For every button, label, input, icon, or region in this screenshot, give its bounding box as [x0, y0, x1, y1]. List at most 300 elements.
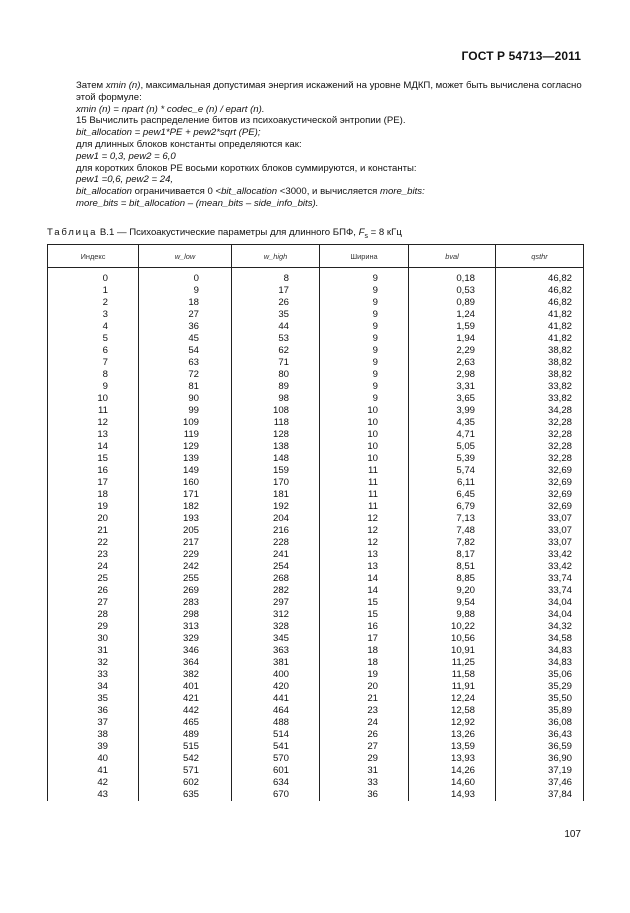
width-cell: 9	[320, 268, 409, 286]
col-index-header: Индекс	[48, 245, 139, 268]
qsthr-cell: 41,82	[496, 321, 584, 333]
w-low-cell: 45	[139, 333, 232, 345]
width-cell: 14	[320, 573, 409, 585]
qsthr-cell: 46,82	[496, 268, 584, 286]
index-cell: 22	[48, 537, 139, 549]
table-row	[48, 513, 584, 525]
index-cell: 8	[48, 369, 139, 381]
bval-cell: 0,18	[409, 268, 496, 286]
bval-cell: 7,13	[409, 513, 496, 525]
width-cell: 19	[320, 669, 409, 681]
width-cell: 18	[320, 645, 409, 657]
bval-cell: 11,58	[409, 669, 496, 681]
width-cell: 12	[320, 513, 409, 525]
short-blocks-text: для коротких блоков PE восьми коротких блоков суммируются, и константы:	[76, 162, 417, 174]
qsthr-cell: 33,42	[496, 561, 584, 573]
w-low-cell: 635	[139, 789, 232, 801]
w-high-cell: 26	[232, 297, 320, 309]
psychoacoustic-table	[47, 244, 584, 801]
bval-cell: 13,59	[409, 741, 496, 753]
qsthr-cell: 34,04	[496, 597, 584, 609]
qsthr-cell: 34,04	[496, 609, 584, 621]
w-high-cell: 128	[232, 429, 320, 441]
table-header-row	[48, 245, 584, 268]
table-row	[48, 729, 584, 741]
width-cell: 15	[320, 597, 409, 609]
qsthr-cell: 36,08	[496, 717, 584, 729]
table-row	[48, 429, 584, 441]
col-w-high-header: w_high	[232, 245, 320, 268]
width-cell: 9	[320, 285, 409, 297]
width-cell: 36	[320, 789, 409, 801]
index-cell: 37	[48, 717, 139, 729]
bval-cell: 7,48	[409, 525, 496, 537]
qsthr-cell: 33,07	[496, 525, 584, 537]
table-row	[48, 345, 584, 357]
col-bval-header: bval	[409, 245, 496, 268]
qsthr-cell: 33,82	[496, 381, 584, 393]
width-cell: 9	[320, 309, 409, 321]
qsthr-cell: 37,84	[496, 789, 584, 801]
w-high-cell: 241	[232, 549, 320, 561]
w-high-cell: 268	[232, 573, 320, 585]
w-low-cell: 139	[139, 453, 232, 465]
qsthr-cell: 34,58	[496, 633, 584, 645]
width-cell: 9	[320, 297, 409, 309]
qsthr-cell: 32,69	[496, 465, 584, 477]
bval-cell: 2,63	[409, 357, 496, 369]
bval-cell: 12,92	[409, 717, 496, 729]
bval-cell: 4,35	[409, 417, 496, 429]
bval-cell: 11,25	[409, 657, 496, 669]
w-high-cell: 159	[232, 465, 320, 477]
qsthr-cell: 46,82	[496, 297, 584, 309]
index-cell: 13	[48, 429, 139, 441]
limit-sentence: bit_allocation ограничивается 0 <bit_allocation <3000, и вычисляется more_bits:	[76, 186, 425, 198]
bval-cell: 7,82	[409, 537, 496, 549]
w-high-cell: 441	[232, 693, 320, 705]
w-low-cell: 465	[139, 717, 232, 729]
table-row	[48, 717, 584, 729]
w-high-cell: 62	[232, 345, 320, 357]
width-cell: 9	[320, 333, 409, 345]
table-row	[48, 268, 584, 286]
w-high-cell: 464	[232, 705, 320, 717]
index-cell: 15	[48, 453, 139, 465]
table-row	[48, 573, 584, 585]
width-cell: 9	[320, 369, 409, 381]
width-cell: 9	[320, 345, 409, 357]
width-cell: 11	[320, 477, 409, 489]
w-high-cell: 17	[232, 285, 320, 297]
w-low-cell: 442	[139, 705, 232, 717]
formula-more-bits: more_bits = bit_allocation – (mean_bits – side_info_bits).	[76, 197, 319, 209]
w-low-cell: 129	[139, 441, 232, 453]
index-cell: 29	[48, 621, 139, 633]
index-cell: 2	[48, 297, 139, 309]
index-cell: 9	[48, 381, 139, 393]
bval-cell: 4,71	[409, 429, 496, 441]
index-cell: 12	[48, 417, 139, 429]
table-row	[48, 693, 584, 705]
index-cell: 14	[48, 441, 139, 453]
qsthr-cell: 41,82	[496, 309, 584, 321]
bval-cell: 10,22	[409, 621, 496, 633]
table-row	[48, 333, 584, 345]
index-cell: 41	[48, 765, 139, 777]
width-cell: 13	[320, 549, 409, 561]
step-15: 15 Вычислить распределение битов из психоакустической энтропии (PE).	[76, 115, 406, 127]
w-high-cell: 98	[232, 393, 320, 405]
col-w-low-header: w_low	[139, 245, 232, 268]
bval-cell: 9,20	[409, 585, 496, 597]
w-high-cell: 312	[232, 609, 320, 621]
width-cell: 14	[320, 585, 409, 597]
index-cell: 16	[48, 465, 139, 477]
table-row	[48, 477, 584, 489]
formula-bit-allocation: bit_allocation = pew1*PE + pew2*sqrt (PE);	[76, 127, 261, 139]
qsthr-cell: 36,43	[496, 729, 584, 741]
index-cell: 36	[48, 705, 139, 717]
qsthr-cell: 32,28	[496, 453, 584, 465]
w-low-cell: 119	[139, 429, 232, 441]
w-high-cell: 488	[232, 717, 320, 729]
table-row	[48, 669, 584, 681]
index-cell: 39	[48, 741, 139, 753]
width-cell: 21	[320, 693, 409, 705]
table-row	[48, 525, 584, 537]
table-row	[48, 705, 584, 717]
table-row	[48, 633, 584, 645]
w-high-cell: 181	[232, 489, 320, 501]
table-row	[48, 489, 584, 501]
width-cell: 11	[320, 501, 409, 513]
width-cell: 10	[320, 441, 409, 453]
index-cell: 17	[48, 477, 139, 489]
bval-cell: 2,98	[409, 369, 496, 381]
w-high-cell: 170	[232, 477, 320, 489]
index-cell: 43	[48, 789, 139, 801]
w-high-cell: 363	[232, 645, 320, 657]
table-row	[48, 561, 584, 573]
body-text	[47, 80, 582, 210]
width-cell: 29	[320, 753, 409, 765]
w-high-cell: 297	[232, 597, 320, 609]
qsthr-cell: 35,50	[496, 693, 584, 705]
table-row	[48, 417, 584, 429]
qsthr-cell: 41,82	[496, 333, 584, 345]
bval-cell: 1,94	[409, 333, 496, 345]
index-cell: 21	[48, 525, 139, 537]
bval-cell: 0,53	[409, 285, 496, 297]
bval-cell: 6,45	[409, 489, 496, 501]
w-low-cell: 160	[139, 477, 232, 489]
w-high-cell: 89	[232, 381, 320, 393]
bval-cell: 2,29	[409, 345, 496, 357]
qsthr-cell: 32,69	[496, 489, 584, 501]
w-low-cell: 72	[139, 369, 232, 381]
bval-cell: 12,24	[409, 693, 496, 705]
bval-cell: 13,93	[409, 753, 496, 765]
w-high-cell: 570	[232, 753, 320, 765]
width-cell: 33	[320, 777, 409, 789]
long-blocks-text: для длинных блоков константы определяются как:	[76, 138, 302, 150]
width-cell: 10	[320, 429, 409, 441]
w-low-cell: 81	[139, 381, 232, 393]
width-cell: 15	[320, 609, 409, 621]
w-low-cell: 313	[139, 621, 232, 633]
qsthr-cell: 32,69	[496, 501, 584, 513]
qsthr-cell: 38,82	[496, 345, 584, 357]
bval-cell: 5,74	[409, 465, 496, 477]
table-row	[48, 381, 584, 393]
width-cell: 11	[320, 489, 409, 501]
bval-cell: 14,93	[409, 789, 496, 801]
long-blocks-constants: pew1 = 0,3, pew2 = 6,0	[76, 150, 176, 162]
width-cell: 23	[320, 705, 409, 717]
width-cell: 11	[320, 465, 409, 477]
w-high-cell: 400	[232, 669, 320, 681]
w-high-cell: 541	[232, 741, 320, 753]
index-cell: 24	[48, 561, 139, 573]
table-row	[48, 597, 584, 609]
width-cell: 10	[320, 453, 409, 465]
index-cell: 7	[48, 357, 139, 369]
table-row	[48, 297, 584, 309]
table-row	[48, 645, 584, 657]
width-cell: 9	[320, 321, 409, 333]
w-high-cell: 204	[232, 513, 320, 525]
table-row	[48, 765, 584, 777]
qsthr-cell: 33,82	[496, 393, 584, 405]
table-row	[48, 369, 584, 381]
bval-cell: 5,39	[409, 453, 496, 465]
w-high-cell: 282	[232, 585, 320, 597]
qsthr-cell: 32,28	[496, 441, 584, 453]
table-row	[48, 609, 584, 621]
w-high-cell: 216	[232, 525, 320, 537]
width-cell: 9	[320, 393, 409, 405]
index-cell: 20	[48, 513, 139, 525]
index-cell: 3	[48, 309, 139, 321]
w-low-cell: 283	[139, 597, 232, 609]
w-low-cell: 421	[139, 693, 232, 705]
qsthr-cell: 38,82	[496, 369, 584, 381]
w-low-cell: 401	[139, 681, 232, 693]
w-high-cell: 192	[232, 501, 320, 513]
table-row	[48, 453, 584, 465]
w-high-cell: 670	[232, 789, 320, 801]
w-low-cell: 298	[139, 609, 232, 621]
width-cell: 9	[320, 357, 409, 369]
w-high-cell: 53	[232, 333, 320, 345]
w-high-cell: 148	[232, 453, 320, 465]
index-cell: 42	[48, 777, 139, 789]
bval-cell: 11,91	[409, 681, 496, 693]
w-low-cell: 489	[139, 729, 232, 741]
index-cell: 1	[48, 285, 139, 297]
index-cell: 33	[48, 669, 139, 681]
w-high-cell: 138	[232, 441, 320, 453]
table-body	[48, 268, 584, 802]
index-cell: 25	[48, 573, 139, 585]
index-cell: 32	[48, 657, 139, 669]
w-low-cell: 242	[139, 561, 232, 573]
index-cell: 6	[48, 345, 139, 357]
index-cell: 23	[48, 549, 139, 561]
bval-cell: 14,26	[409, 765, 496, 777]
width-cell: 13	[320, 561, 409, 573]
short-blocks-constants: pew1 =0,6, pew2 = 24,	[76, 174, 174, 186]
bval-cell: 10,91	[409, 645, 496, 657]
width-cell: 20	[320, 681, 409, 693]
index-cell: 0	[48, 268, 139, 286]
index-cell: 38	[48, 729, 139, 741]
w-low-cell: 182	[139, 501, 232, 513]
qsthr-cell: 32,28	[496, 417, 584, 429]
bval-cell: 0,89	[409, 297, 496, 309]
table-row	[48, 777, 584, 789]
qsthr-cell: 34,83	[496, 657, 584, 669]
w-high-cell: 8	[232, 268, 320, 286]
w-low-cell: 364	[139, 657, 232, 669]
table-row	[48, 405, 584, 417]
w-low-cell: 205	[139, 525, 232, 537]
w-low-cell: 255	[139, 573, 232, 585]
w-high-cell: 108	[232, 405, 320, 417]
w-high-cell: 328	[232, 621, 320, 633]
w-high-cell: 80	[232, 369, 320, 381]
qsthr-cell: 33,74	[496, 573, 584, 585]
index-cell: 5	[48, 333, 139, 345]
w-low-cell: 54	[139, 345, 232, 357]
w-low-cell: 515	[139, 741, 232, 753]
w-low-cell: 269	[139, 585, 232, 597]
w-low-cell: 0	[139, 268, 232, 286]
qsthr-cell: 34,83	[496, 645, 584, 657]
w-high-cell: 345	[232, 633, 320, 645]
formula-xmin: xmin (n) = npart (n) * codec_e (n) / epart (n).	[76, 103, 265, 115]
bval-cell: 6,79	[409, 501, 496, 513]
bval-cell: 5,05	[409, 441, 496, 453]
qsthr-cell: 37,19	[496, 765, 584, 777]
w-high-cell: 44	[232, 321, 320, 333]
qsthr-cell: 34,32	[496, 621, 584, 633]
table-row	[48, 321, 584, 333]
index-cell: 40	[48, 753, 139, 765]
width-cell: 10	[320, 417, 409, 429]
w-low-cell: 602	[139, 777, 232, 789]
qsthr-cell: 36,90	[496, 753, 584, 765]
width-cell: 10	[320, 405, 409, 417]
bval-cell: 8,85	[409, 573, 496, 585]
table-row	[48, 501, 584, 513]
table-row	[48, 285, 584, 297]
w-low-cell: 193	[139, 513, 232, 525]
w-low-cell: 149	[139, 465, 232, 477]
index-cell: 34	[48, 681, 139, 693]
qsthr-cell: 33,74	[496, 585, 584, 597]
index-cell: 18	[48, 489, 139, 501]
document-header: ГОСТ Р 54713—2011	[461, 49, 581, 63]
index-cell: 35	[48, 693, 139, 705]
table-row	[48, 585, 584, 597]
w-low-cell: 229	[139, 549, 232, 561]
index-cell: 28	[48, 609, 139, 621]
width-cell: 12	[320, 537, 409, 549]
bval-cell: 6,11	[409, 477, 496, 489]
index-cell: 27	[48, 597, 139, 609]
table-row	[48, 657, 584, 669]
col-qsthr-header: qsthr	[496, 245, 584, 268]
w-high-cell: 254	[232, 561, 320, 573]
qsthr-cell: 32,69	[496, 477, 584, 489]
index-cell: 10	[48, 393, 139, 405]
width-cell: 24	[320, 717, 409, 729]
qsthr-cell: 36,59	[496, 741, 584, 753]
bval-cell: 9,88	[409, 609, 496, 621]
qsthr-cell: 33,07	[496, 537, 584, 549]
qsthr-cell: 32,28	[496, 429, 584, 441]
bval-cell: 1,24	[409, 309, 496, 321]
w-low-cell: 109	[139, 417, 232, 429]
bval-cell: 3,99	[409, 405, 496, 417]
w-low-cell: 171	[139, 489, 232, 501]
w-low-cell: 382	[139, 669, 232, 681]
table-row	[48, 357, 584, 369]
w-low-cell: 9	[139, 285, 232, 297]
w-high-cell: 634	[232, 777, 320, 789]
w-low-cell: 63	[139, 357, 232, 369]
table-row	[48, 309, 584, 321]
bval-cell: 12,58	[409, 705, 496, 717]
table-row	[48, 465, 584, 477]
qsthr-cell: 38,82	[496, 357, 584, 369]
bval-cell: 8,17	[409, 549, 496, 561]
width-cell: 12	[320, 525, 409, 537]
bval-cell: 9,54	[409, 597, 496, 609]
width-cell: 31	[320, 765, 409, 777]
qsthr-cell: 33,42	[496, 549, 584, 561]
index-cell: 19	[48, 501, 139, 513]
w-low-cell: 346	[139, 645, 232, 657]
w-low-cell: 542	[139, 753, 232, 765]
bval-cell: 3,31	[409, 381, 496, 393]
col-width-header: Ширина	[320, 245, 409, 268]
w-high-cell: 381	[232, 657, 320, 669]
w-low-cell: 18	[139, 297, 232, 309]
index-cell: 31	[48, 645, 139, 657]
bval-cell: 13,26	[409, 729, 496, 741]
w-low-cell: 99	[139, 405, 232, 417]
bval-cell: 8,51	[409, 561, 496, 573]
bval-cell: 14,60	[409, 777, 496, 789]
paragraph-xmin: Затем xmin (n), максимальная допустимая энергия искажений на уровне МДКП, может быть вычислена согласно этой формуле:	[76, 80, 582, 103]
index-cell: 30	[48, 633, 139, 645]
width-cell: 16	[320, 621, 409, 633]
w-high-cell: 35	[232, 309, 320, 321]
width-cell: 27	[320, 741, 409, 753]
w-high-cell: 118	[232, 417, 320, 429]
w-high-cell: 514	[232, 729, 320, 741]
qsthr-cell: 46,82	[496, 285, 584, 297]
index-cell: 11	[48, 405, 139, 417]
index-cell: 4	[48, 321, 139, 333]
bval-cell: 3,65	[409, 393, 496, 405]
w-low-cell: 36	[139, 321, 232, 333]
table-row	[48, 621, 584, 633]
table-row	[48, 537, 584, 549]
